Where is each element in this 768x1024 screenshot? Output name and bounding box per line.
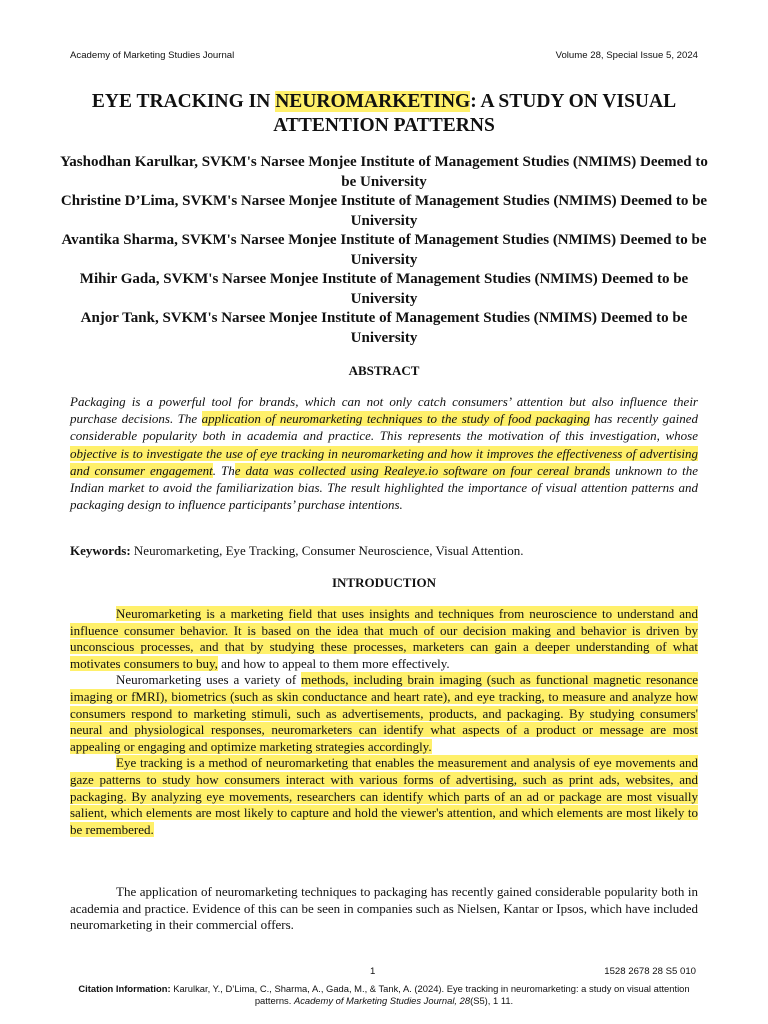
citation-tail: (S5), 1 11. [470, 995, 514, 1006]
intro-highlight: Neuromarketing is a marketing field that uses insights and techniques from neuroscience to understand and influence consumer behavior. It is based on the idea that much of our decision making and behavior is driven by unconscious processes, and that by studying these processes, marketers can gain a deeper understanding of what motivates consumers to buy, [70, 606, 698, 671]
citation-information [66, 983, 702, 1007]
introduction-closing [70, 884, 698, 934]
intro-paragraph: The application of neuromarketing techniques to packaging has recently gained considerable popularity both in academia and practice. Evidence of this can be seen in companies such as Nielsen, Kantar or Ipsos, which have included neuromarketing in their commercial offers. [70, 884, 698, 933]
running-header [70, 50, 698, 64]
issue-info: Volume 28, Special Issue 5, 2024 [555, 50, 698, 61]
abstract-segment: unknown to the Indian market to avoid the familiarization bias. The result highlighted the importance of visual attention patterns and packaging design to influence participants’ purchase intentions. [70, 462, 699, 513]
title-suffix: : A STUDY ON VISUAL ATTENTION PATTERNS [273, 91, 677, 136]
intro-segment: Neuromarketing uses a variety of [116, 672, 297, 688]
author-affiliation: Avantika Sharma, SVKM's Narsee Monjee Institute of Management Studies (NMIMS) Deemed to be University [61, 232, 707, 268]
keywords-label: Keywords: [70, 543, 131, 558]
abstract-highlight: e data was collected using Realeye.io software on four cereal brands [234, 462, 611, 478]
abstract-highlight: objective is to investigate the use of eye tracking in neuromarketing and how it improves the effectiveness of advertising and consumer engagement [70, 445, 698, 478]
issn-code: 1528 2678 28 S5 010 [604, 966, 696, 977]
abstract-highlight: application of neuromarketing techniques to the study of food packaging [201, 411, 590, 427]
page-number: 1 [370, 966, 376, 977]
abstract-segment: has recently gained considerable popularity both in academia and practice. This represents the motivation of this investigation, whose [70, 411, 698, 444]
author-affiliation: Mihir Gada, SVKM's Narsee Monjee Institute of Management Studies (NMIMS) Deemed to be University [79, 271, 689, 307]
intro-segment: and how to appeal to them more effectively. [221, 655, 450, 671]
intro-paragraph [70, 672, 698, 755]
author-affiliation: Christine D’Lima, SVKM's Narsee Monjee Institute of Management Studies (NMIMS) Deemed to be University [60, 193, 708, 229]
title-prefix: EYE TRACKING IN [91, 91, 276, 112]
keywords-line [70, 543, 698, 559]
keywords-value: Neuromarketing, Eye Tracking, Consumer Neuroscience, Visual Attention. [133, 543, 524, 558]
introduction-body [70, 606, 698, 838]
intro-highlight: methods, including brain imaging (such as functional magnetic resonance imaging or fMRI), biometrics (such as skin conductance and heart rate), and eye tracking, to measure and analyze how consumers respond to marketing stimuli, such as advertisements, products, and packaging. By studying consumers' neural and physiological responses, neuromarketers can identify what aspects of a product or message are most appealing or engaging and optimize marketing strategies accordingly. [70, 672, 699, 754]
citation-label: Citation Information: [78, 983, 171, 994]
abstract-text [70, 393, 698, 513]
abstract-segment: . Th [212, 462, 235, 478]
intro-paragraph [70, 755, 698, 838]
journal-name: Academy of Marketing Studies Journal [70, 50, 235, 61]
author-affiliation: Anjor Tank, SVKM's Narsee Monjee Institute of Management Studies (NMIMS) Deemed to be University [80, 310, 688, 346]
abstract-heading: ABSTRACT [348, 363, 420, 378]
intro-highlight: Eye tracking is a method of neuromarketing that enables the measurement and analysis of eye movements and gaze patterns to study how consumers interact with various forms of advertising, such as print ads, websites, and packaging. By analyzing eye movements, researchers can identify which parts of an ad or package are most visually salient, which elements are most likely to capture and hold the viewer's attention, and which elements are most likely to be remembered. [70, 755, 698, 837]
citation-text: Karulkar, Y., D’Lima, C., Sharma, A., Gada, M., & Tank, A. (2024). Eye tracking in neuromarketing: a study on visual attention patterns. [173, 983, 690, 1006]
paper-title [60, 90, 708, 138]
title-highlight: NEUROMARKETING [275, 91, 471, 112]
abstract-segment: Packaging is a powerful tool for brands, which can not only catch consumers’ attention but also influence their purchase decisions. The [70, 394, 698, 427]
author-affiliation: Yashodhan Karulkar, SVKM's Narsee Monjee Institute of Management Studies (NMIMS) Deemed to be University [60, 154, 708, 190]
author-list [60, 153, 708, 348]
intro-paragraph [70, 606, 698, 672]
introduction-heading: INTRODUCTION [331, 575, 436, 590]
citation-journal: Academy of Marketing Studies Journal, 28 [293, 995, 471, 1006]
